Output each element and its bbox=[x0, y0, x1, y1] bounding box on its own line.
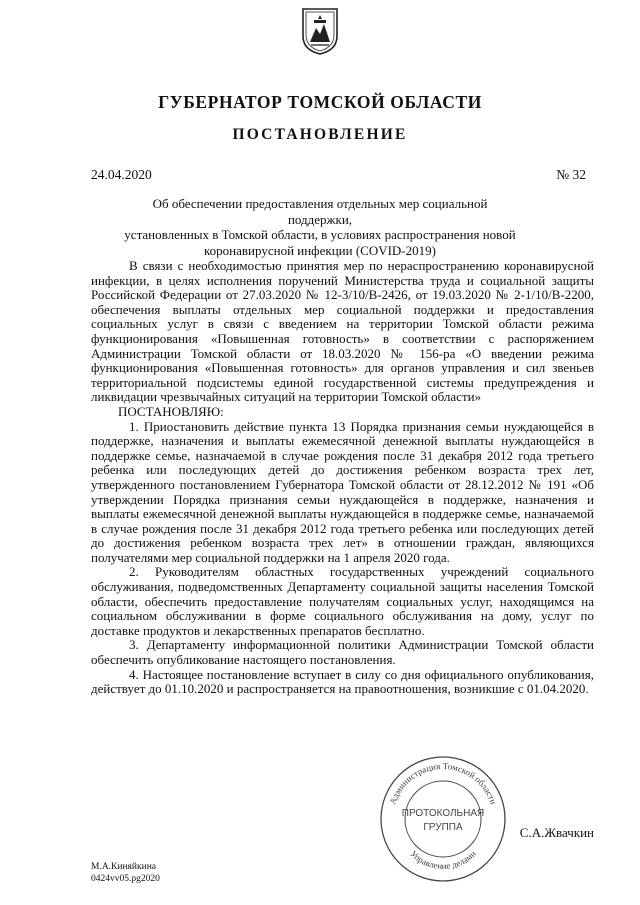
document-subject bbox=[120, 196, 520, 258]
footer-author: М.А.Киняйкина bbox=[91, 862, 157, 872]
footer-file: 0424vv05.pg2020 bbox=[91, 873, 160, 884]
stamp-ring-bottom: Управление делами bbox=[408, 848, 478, 872]
decree-word: ПОСТАНОВЛЯЮ: bbox=[118, 403, 224, 419]
subject-line: Об обеспечении предоставления отдельных мер социальной поддержки, bbox=[152, 196, 488, 227]
document-body bbox=[91, 259, 594, 697]
document-footer bbox=[91, 862, 160, 885]
stamp-ring-top: Администрация Томской области bbox=[387, 760, 499, 806]
subject-line: коронавирусной инфекции (COVID-2019) bbox=[204, 242, 436, 258]
document-date: 24.04.2020 bbox=[91, 167, 152, 182]
preamble-paragraph: В связи с необходимостью принятия мер по нераспространению коронавирусной инфекции, в целях исполнения поручений Министерства труда и социальной защиты Российской Федерации от 27.03.2020 № 12-3/10/В-2426, от 19.03.2020 № 2-1/10/В-2200, обеспечения выплаты отдельных мер социальной поддержки и предоставления социальных услуг в связи с введением на территории Томской области режима функционирования «Повышенная готовность» в соответствии с распоряжением Администрации Томской области от 18.03.2020 № 156-ра «О введении режима функционирования «Повышенная готовность» для органов управления и сил звеньев территориальной подсистемы единой государственной системы предупреждения и ликвидации чрезвычайных ситуаций на территории Томской области» bbox=[91, 258, 594, 405]
official-stamp bbox=[376, 752, 510, 886]
stamp-center-line2: ГРУППА bbox=[423, 822, 463, 833]
signatory-name: С.А.Жвачкин bbox=[519, 825, 594, 840]
coat-of-arms-icon bbox=[300, 6, 340, 56]
clause-paragraph: 1. Приостановить действие пункта 13 Порядка признания семьи нуждающейся в поддержке, назначения и выплаты ежемесячной денежной выплаты нуждающейся в поддержке семье, назначаемой в случае рождения после 31 декабря 2012 года третьего ребенка или последующих детей до достижения ребенком возраста трех лет, утвержденного постановлением Губернатора Томской области от 28.12.2012 № 191 «Об утверждении Порядка признания семьи нуждающейся в поддержке, назначения и выплаты ежемесячной денежной выплаты нуждающейся в поддержке семье, назначаемой в случае рождения после 31 декабря 2012 года третьего ребенка или последующих детей до достижения ребенком возраста трех лет» в отношении граждан, являющихся получателями мер социальной поддержки на 1 апреля 2020 года. bbox=[91, 418, 594, 565]
stamp-center-line1: ПРОТОКОЛЬНАЯ bbox=[401, 808, 485, 819]
issuer-title: ГУБЕРНАТОР ТОМСКОЙ ОБЛАСТИ bbox=[158, 92, 482, 112]
clause-paragraph: 4. Настоящее постановление вступает в силу со дня официального опубликования, действует до 01.10.2020 и распространяется на правоотношения, возникшие с 01.04.2020. bbox=[91, 666, 594, 697]
document-number: № 32 bbox=[556, 167, 586, 182]
clause-paragraph: 2. Руководителям областных государственных учреждений социального обслуживания, подведомственных Департаменту социальной защиты населения Томской области, обеспечить предоставление получателям социальных услуг, находящимся на социальном обслуживании в форме социального обслуживания на дому, услуг по доставке продуктов и лекарственных препаратов бесплатно. bbox=[91, 564, 594, 638]
clause-paragraph: 3. Департаменту информационной политики Администрации Томской области обеспечить опубликование настоящего постановления. bbox=[91, 637, 594, 668]
document-type: ПОСТАНОВЛЕНИЕ bbox=[232, 126, 408, 143]
subject-line: установленных в Томской области, в условиях распространения новой bbox=[124, 227, 516, 242]
